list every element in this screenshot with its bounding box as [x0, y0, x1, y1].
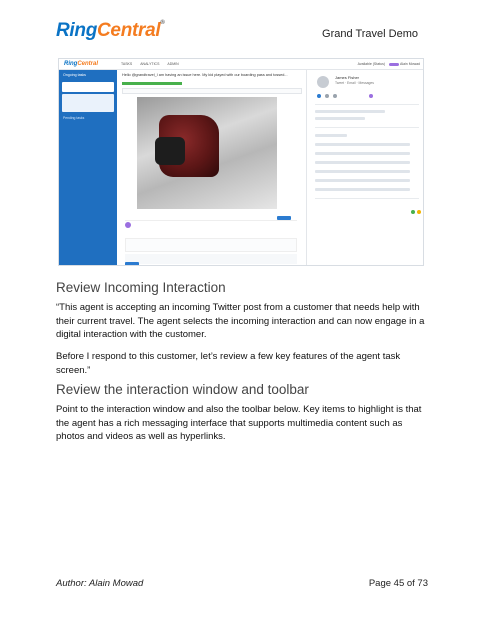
online-indicator-icon — [411, 210, 415, 214]
category-tag — [122, 82, 182, 85]
logo-ring-text: Ring — [56, 20, 98, 41]
task-sidebar — [59, 70, 117, 266]
pending-tasks-label: Pending tasks — [63, 116, 85, 120]
agent-pill-icon — [389, 63, 399, 66]
document-title: Grand Travel Demo — [322, 28, 418, 40]
contact-panel — [307, 70, 424, 266]
availability-status: Available (Status) — [357, 62, 385, 66]
logo-central-text: Central — [97, 20, 161, 41]
tab-admin: ADMIN — [167, 62, 179, 66]
message-row — [125, 220, 297, 232]
agent-task-screenshot — [58, 58, 424, 266]
message-row-highlighted — [125, 238, 297, 252]
history-row — [315, 188, 410, 191]
attached-photo — [137, 97, 277, 209]
action-button — [277, 216, 291, 220]
footer-page-number: Page 45 of 73 — [368, 578, 428, 589]
contact-channels: Tweet · Email · Messages — [335, 81, 375, 85]
ringcentral-logo — [56, 20, 165, 42]
tweet-message: Hello @grandtravel_I am having an issue here. My kid played with our boarding pass and tossed... — [122, 73, 288, 77]
reply-composer — [125, 254, 297, 264]
task-card — [62, 82, 114, 92]
status-icon — [369, 94, 373, 98]
contact-name: James Fisher — [335, 75, 360, 80]
section2-paragraph: Point to the interaction window and also the toolbar below. Key items to highlight is that the agent has a rich messaging interface that supports multimedia content such as photos and videos as well as hyperlinks. — [56, 404, 422, 442]
history-row — [315, 152, 410, 155]
suitcase-handle — [155, 137, 185, 165]
history-row — [315, 170, 410, 173]
history-row — [315, 110, 385, 113]
clock-icon — [333, 94, 337, 98]
task-card-selected — [62, 94, 114, 112]
notification-icon — [417, 210, 421, 214]
history-row — [315, 143, 410, 146]
history-row — [315, 161, 410, 164]
app-logo: RingCentral — [64, 61, 99, 67]
tab-tasks: TASKS — [121, 62, 133, 66]
section1-paragraph-2: Before I respond to this customer, let’s review a few key features of the agent task screen.” — [56, 351, 401, 376]
section-heading-interaction-window: Review the interaction window and toolbar — [56, 382, 309, 397]
divider — [315, 198, 419, 199]
contact-avatar — [317, 76, 329, 88]
interaction-window — [117, 70, 307, 266]
app-tabs — [121, 62, 179, 66]
send-button — [125, 262, 139, 266]
logo-trademark: ® — [160, 20, 165, 26]
divider — [315, 104, 419, 105]
section1-paragraph-1: “This agent is accepting an incoming Twitter post from a customer that needs help with their current travel. The agent selects the incoming interaction and can now engage in a digital interaction with the customer. — [56, 302, 425, 340]
history-row — [315, 134, 347, 137]
history-row — [315, 179, 410, 182]
info-icon — [317, 94, 321, 98]
filter-bar — [122, 88, 302, 94]
app-topbar — [59, 59, 424, 70]
avatar-icon — [125, 222, 131, 228]
footer-author: Author: Alain Mowad — [56, 578, 144, 589]
tab-analytics: ANALYTICS — [140, 62, 160, 66]
tag-icon — [325, 94, 329, 98]
ongoing-tasks-header: Ongoing tasks — [63, 73, 86, 77]
history-row — [315, 117, 365, 120]
divider — [315, 127, 419, 128]
section-heading-review-incoming: Review Incoming Interaction — [56, 280, 226, 295]
agent-menu: Alain Mowad — [389, 62, 420, 66]
